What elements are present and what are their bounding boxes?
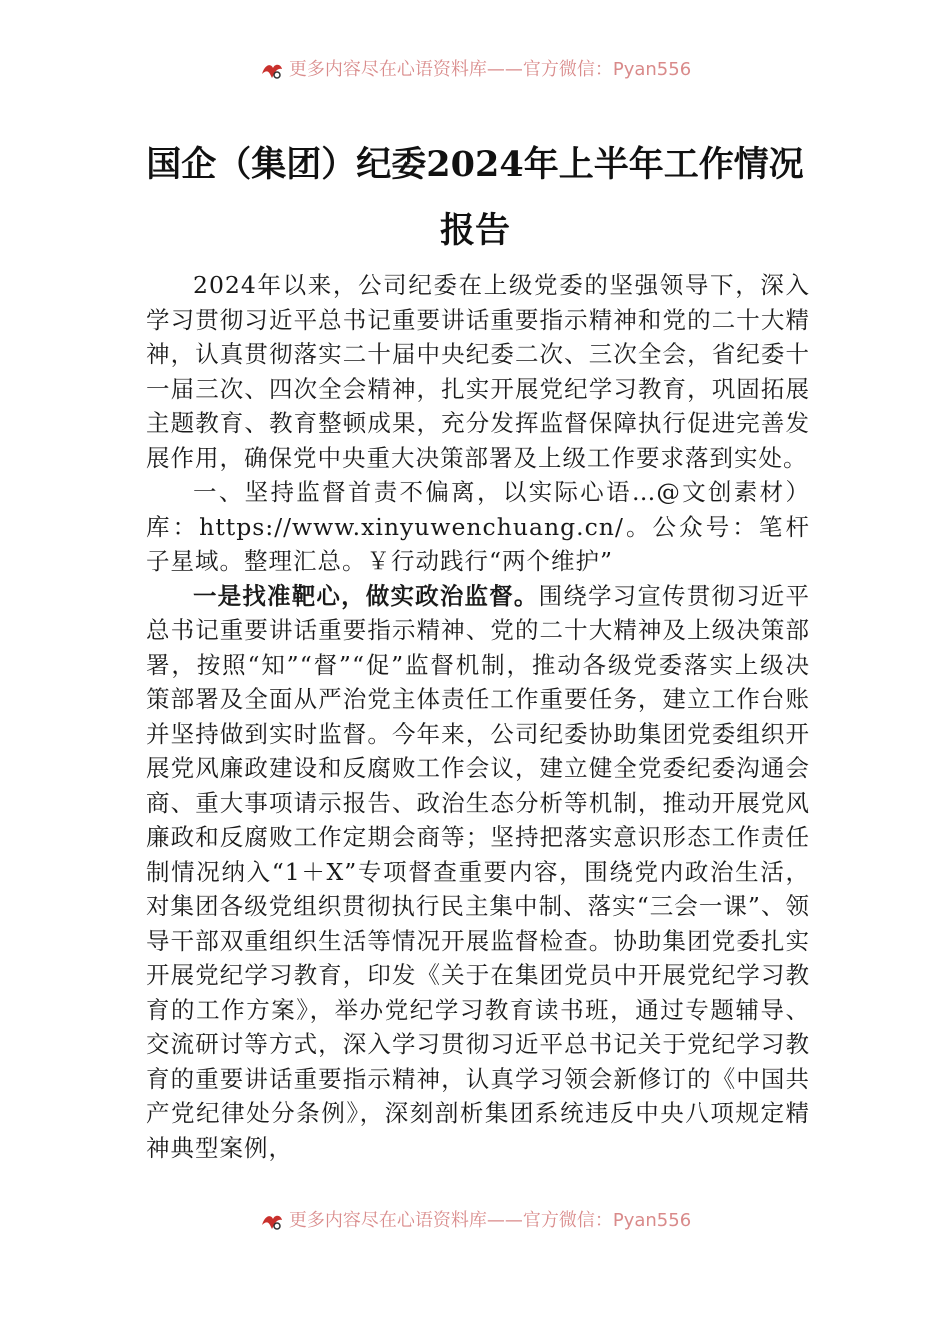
document-body <box>146 268 810 1165</box>
paragraph-intro: 2024年以来，公司纪委在上级党委的坚强领导下，深入学习贯彻习近平总书记重要讲话重要指示精神和党的二十大精神，认真贯彻落实二十届中央纪委二次、三次全会，省纪委十一届三次、四次全会精神，扎实开展党纪学习教育，巩固拓展主题教育、教育整顿成果，充分发挥监督保障执行促进完善发展作用，确保党中央重大决策部署及上级工作要求落到实处。 <box>146 271 810 472</box>
page-title-line-2: 报告 <box>439 210 510 251</box>
paragraph-lead-phrase: 一是找准靶心，做实政治监督。 <box>193 581 539 610</box>
header-watermark <box>0 58 950 82</box>
watermark-logo-icon <box>259 60 285 80</box>
watermark-logo-icon <box>259 1211 285 1231</box>
footer-watermark <box>0 1209 950 1233</box>
paragraph-political-supervision <box>146 579 810 1166</box>
watermark-text: 更多内容尽在心语资料库——官方微信：Pyan556 <box>288 59 692 80</box>
page-title-line-1: 国企（集团）纪委2024年上半年工作情况 <box>146 144 804 185</box>
watermark-text: 更多内容尽在心语资料库——官方微信：Pyan556 <box>288 1210 692 1231</box>
paragraph-section-one-heading: 一、坚持监督首责不偏离，以实际心语…@文创素材）库：https://www.xinyuwenchuang.cn/。公众号：笔杆子星域。整理汇总。￥行动践行“两个维护” <box>146 478 810 575</box>
paragraph-body-text: 围绕学习宣传贯彻习近平总书记重要讲话重要指示精神、党的二十大精神及上级决策部署，按照“知”“督”“促”监督机制，推动各级党委落实上级决策部署及全面从严治党主体责任工作重要任务，建立工作台账并坚持做到实时监督。今年来，公司纪委协助集团党委组织开展党风廉政建设和反腐败工作会议，建立健全党委纪委沟通会商、重大事项请示报告、政治生态分析等机制，推动开展党风廉政和反腐败工作定期会商等；坚持把落实意识形态工作责任制情况纳入“1＋X”专项督查重要内容，围绕党内政治生活，对集团各级党组织贯彻执行民主集中制、落实“三会一课”、领导干部双重组织生活等情况开展监督检查。协助集团党委扎实开展党纪学习教育，印发《关于在集团党员中开展党纪学习教育的工作方案》，举办党纪学习教育读书班，通过专题辅导、交流研讨等方式，深入学习贯彻习近平总书记关于党纪学习教育的重要讲话重要指示精神，认真学习领会新修订的《中国共产党纪律处分条例》，深刻剖析集团系统违反中央八项规定精神典型案例， <box>146 581 810 1162</box>
